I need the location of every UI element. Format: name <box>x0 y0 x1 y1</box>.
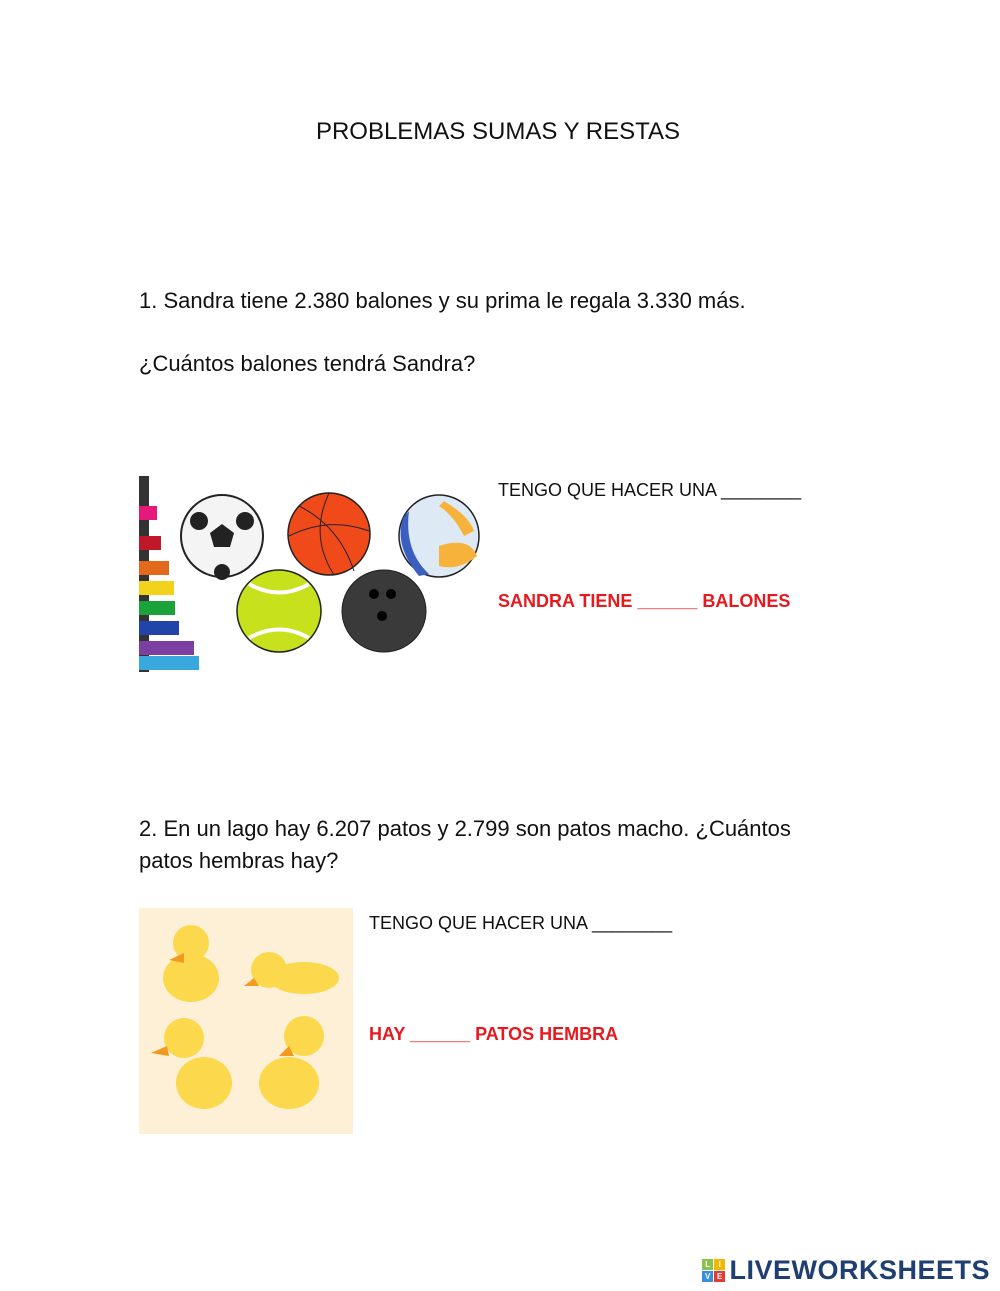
logo-letter: L <box>702 1259 713 1270</box>
logo-text: LIVEWORKSHEETS <box>729 1255 990 1285</box>
balls-image <box>139 476 481 672</box>
soccer-ball-icon <box>181 495 263 580</box>
problem2-text: 2. En un lago hay 6.207 patos y 2.799 son patos macho. ¿Cuántos <box>139 816 791 841</box>
bowling-ball-icon <box>342 570 426 652</box>
problem1-text: 1. Sandra tiene 2.380 balones y su prima le regala 3.330 más. <box>139 288 746 313</box>
live-blocks-icon <box>702 1259 725 1282</box>
problem1-operation-prompt: TENGO QUE HACER UNA ________ <box>498 480 802 500</box>
logo-letter: I <box>714 1259 725 1270</box>
ducks-image <box>139 908 353 1134</box>
volleyball-icon <box>399 495 479 577</box>
problem1-answer-prompt: SANDRA TIENE ______ BALONES <box>498 591 791 611</box>
logo-letter: E <box>714 1271 725 1282</box>
liveworksheets-logo <box>702 1255 990 1286</box>
page-title: PROBLEMAS SUMAS Y RESTAS <box>315 118 681 145</box>
problem1-question: ¿Cuántos balones tendrá Sandra? <box>139 351 476 376</box>
problem2-text-cont: patos hembras hay? <box>139 848 339 873</box>
markers-icon <box>139 476 199 672</box>
problem2-answer-prompt: HAY ______ PATOS HEMBRA <box>369 1024 619 1044</box>
tennis-ball-icon <box>237 570 321 652</box>
problem2-operation-prompt: TENGO QUE HACER UNA ________ <box>369 913 673 933</box>
logo-letter: V <box>702 1271 713 1282</box>
basketball-icon <box>288 493 370 575</box>
